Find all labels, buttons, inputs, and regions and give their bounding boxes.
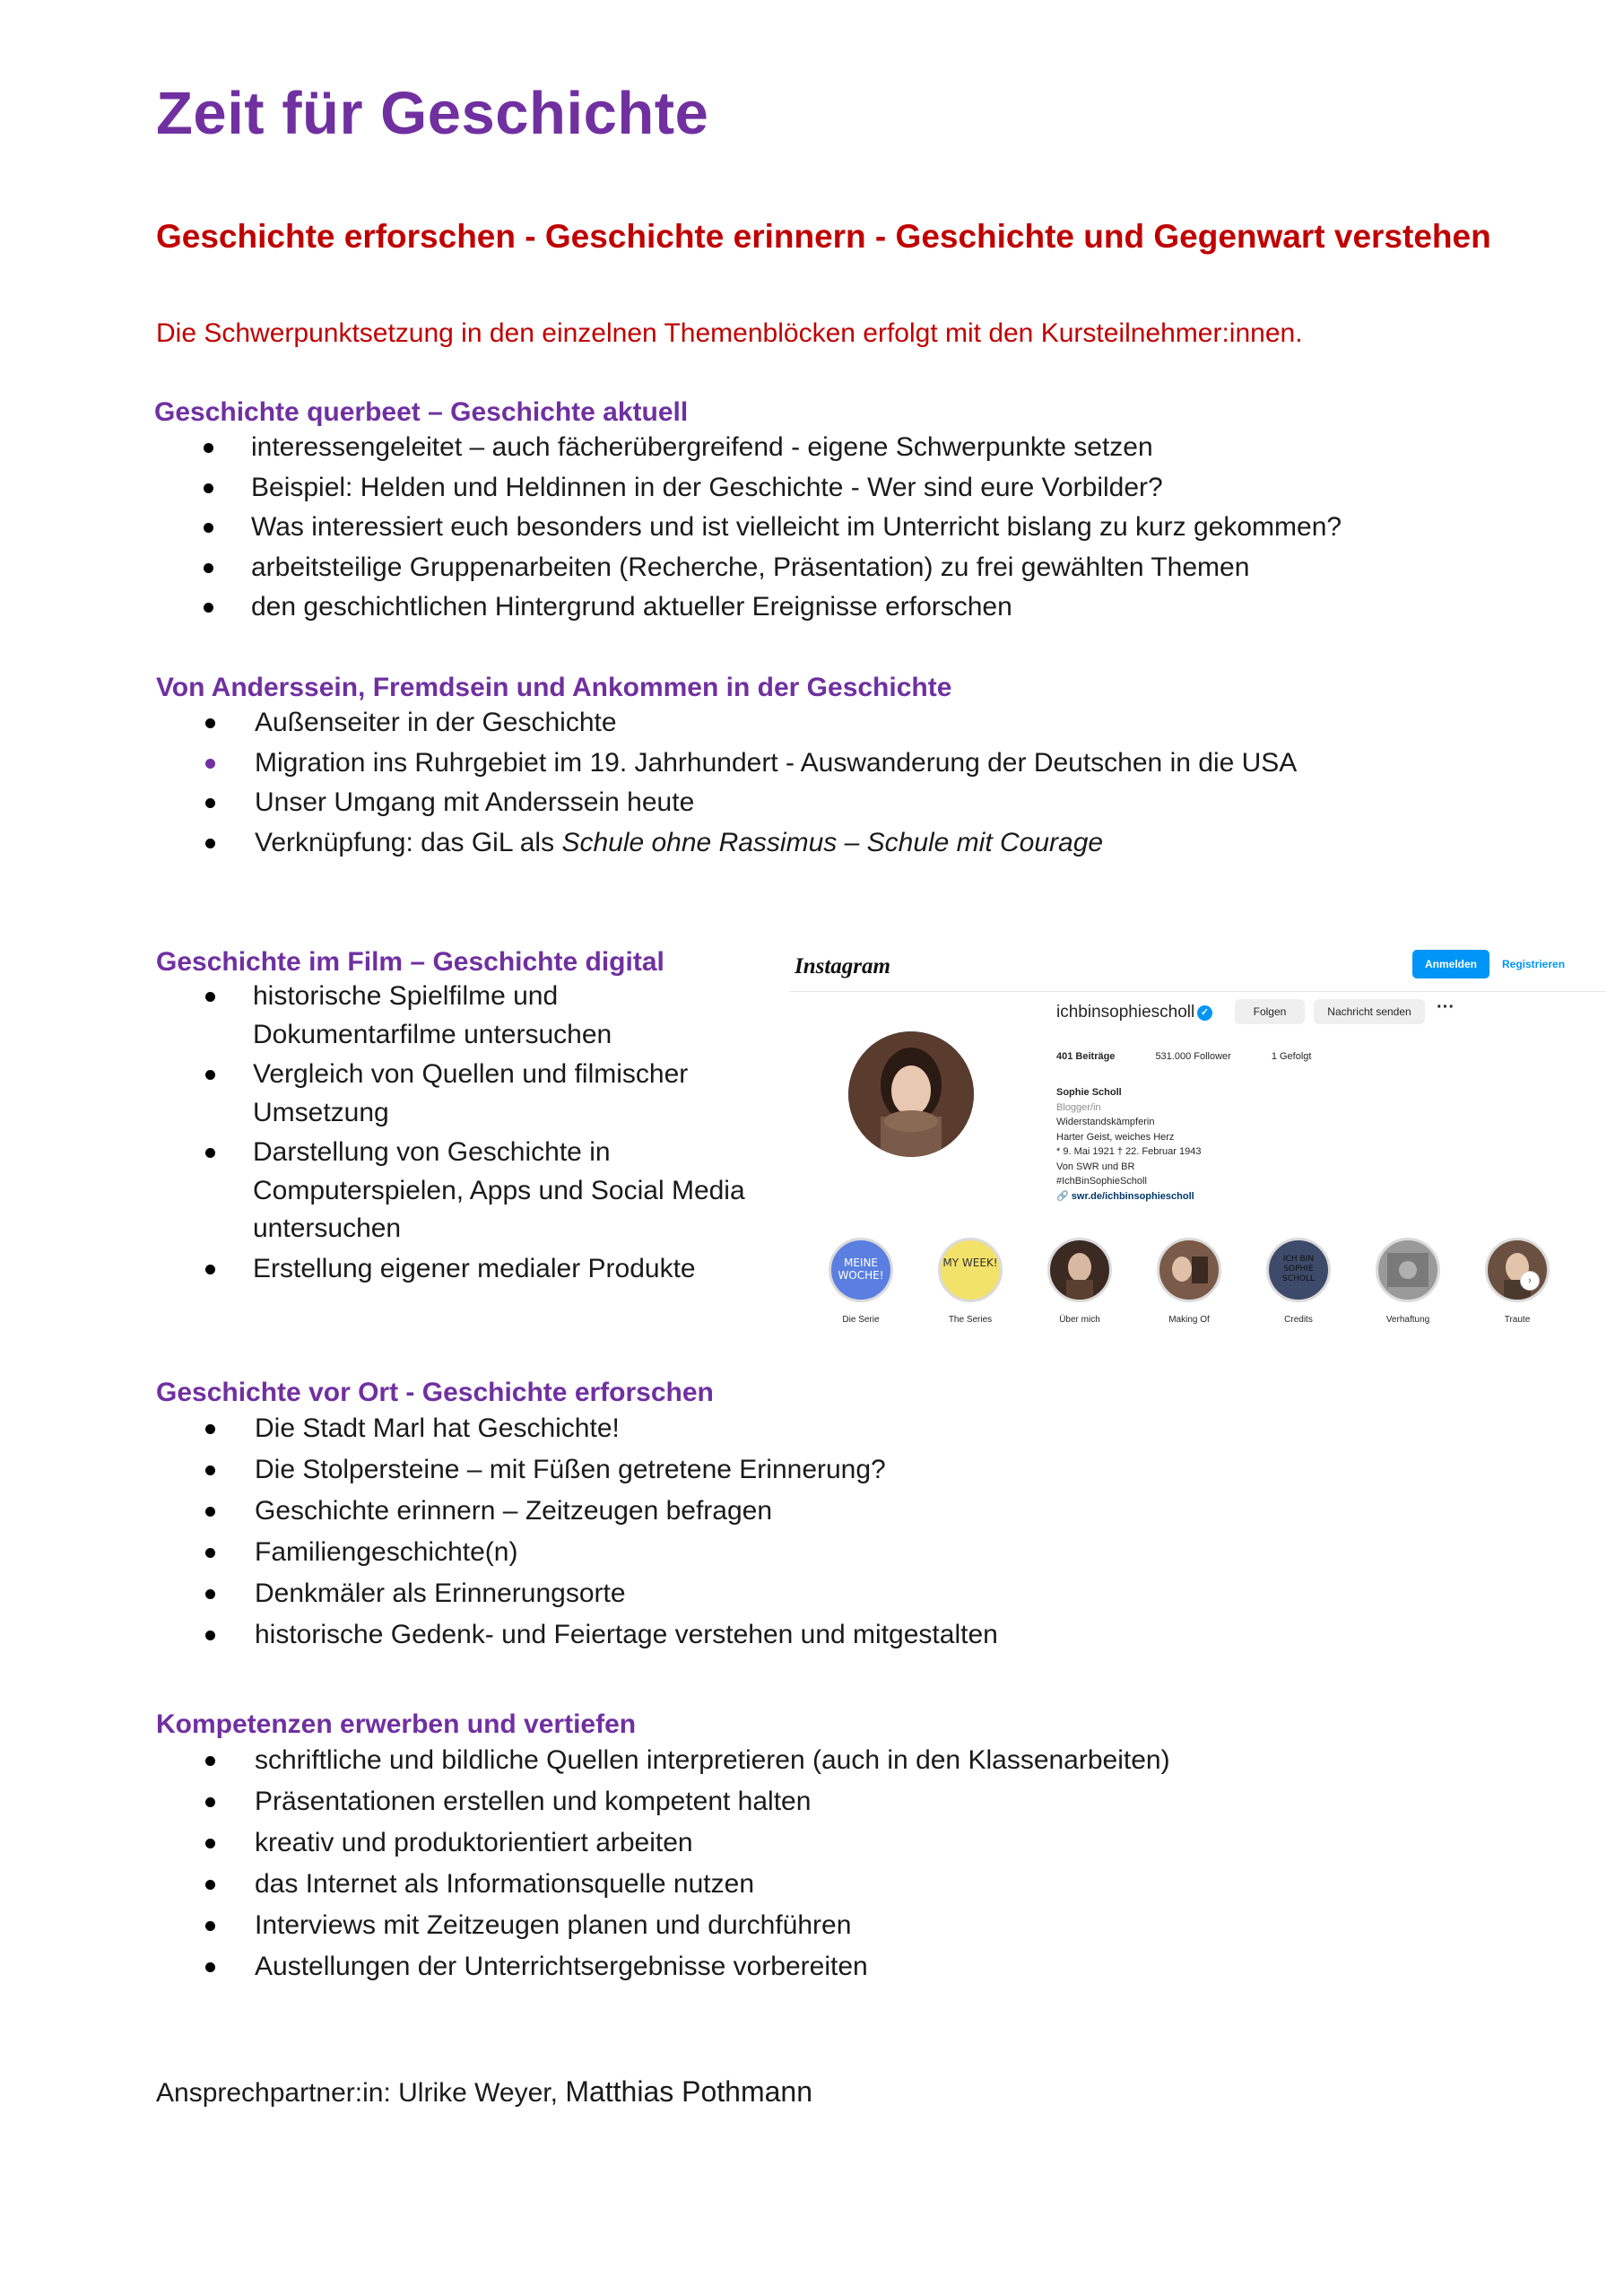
section-querbeet xyxy=(154,397,1342,628)
bio-line: Von SWR und BR xyxy=(1056,1161,1135,1172)
section-heading: Geschichte im Film – Geschichte digital xyxy=(156,947,664,977)
login-button[interactable]: Anmelden xyxy=(1412,950,1489,978)
list-item: den geschichtlichen Hintergrund aktueller Ereignisse erforschen xyxy=(154,587,1342,628)
highlight-circle xyxy=(829,1238,893,1302)
highlight-circle xyxy=(1485,1238,1550,1302)
list-item xyxy=(156,823,1297,864)
more-options-icon[interactable]: ··· xyxy=(1437,997,1455,1017)
list-item: interessengeleitet – auch fächerübergreifend - eigene Schwerpunkte setzen xyxy=(154,428,1342,468)
page-subtitle: Geschichte erforschen - Geschichte erinnern - Geschichte und Gegenwart verstehen xyxy=(156,218,1491,255)
contact-label: Ansprechpartner:in: Ulrike Weyer, xyxy=(156,2078,566,2108)
list-item: Erstellung eigener medialer Produkte xyxy=(156,1250,755,1289)
highlight-ueber-mich[interactable] xyxy=(1044,1238,1116,1325)
section-vor-ort xyxy=(156,1378,998,1656)
highlight-circle xyxy=(1266,1238,1331,1302)
highlight-label: Credits xyxy=(1284,1315,1313,1325)
highlight-label: The Series xyxy=(948,1315,993,1325)
highlight-photo xyxy=(1378,1240,1437,1300)
bio-line: Harter Geist, weiches Herz xyxy=(1056,1131,1175,1143)
follow-button[interactable]: Folgen xyxy=(1235,999,1305,1024)
highlight-circle xyxy=(1376,1238,1440,1302)
highlight-circle xyxy=(1157,1238,1221,1302)
highlight-photo xyxy=(1050,1240,1109,1300)
list-item: Darstellung von Geschichte in Computerspielen, Apps und Social Media untersuchen xyxy=(156,1134,755,1248)
following-count: 1 Gefolgt xyxy=(1271,1051,1312,1062)
link-icon: 🔗 xyxy=(1056,1190,1072,1202)
list-item: Außenseiter in der Geschichte xyxy=(156,703,1297,744)
list-item: Denkmäler als Erinnerungsorte xyxy=(156,1573,998,1614)
list-item: Austellungen der Unterrichtsergebnisse vorbereiten xyxy=(156,1946,1170,1987)
posts-count: 401 Beiträge xyxy=(1056,1051,1116,1062)
highlight-label: Über mich xyxy=(1059,1315,1100,1325)
bio-category: Blogger/in xyxy=(1056,1101,1101,1113)
list-item: das Internet als Informationsquelle nutzen xyxy=(156,1864,1170,1905)
bio-link-text: swr.de/ichbinsophiescholl xyxy=(1071,1190,1194,1202)
bio-line: * 9. Mai 1921 † 22. Februar 1943 xyxy=(1056,1146,1202,1157)
highlight-photo xyxy=(1488,1240,1547,1300)
section-film xyxy=(156,947,755,1290)
list-item: Vergleich von Quellen und filmischer Umsetzung xyxy=(156,1056,755,1132)
bio-link[interactable] xyxy=(1056,1189,1201,1205)
intro-text: Die Schwerpunktsetzung in den einzelnen Themenblöcken erfolgt mit den Kursteilnehmer:innen. xyxy=(156,318,1303,348)
highlight-text: ICH BIN SOPHIE SCHOLL xyxy=(1282,1255,1315,1283)
section-heading: Von Anderssein, Fremdsein und Ankommen in der Geschichte xyxy=(156,673,952,702)
highlight-circle xyxy=(938,1238,1003,1302)
bio-line: Widerstandskämpferin xyxy=(1056,1117,1155,1127)
register-link[interactable]: Registrieren xyxy=(1502,958,1566,970)
section-heading: Geschichte vor Ort - Geschichte erforschen xyxy=(156,1378,714,1407)
portrait-image xyxy=(848,1031,974,1157)
list-item: historische Spielfilme und Dokumentarfilme untersuchen xyxy=(156,978,755,1054)
highlight-label: Traute xyxy=(1504,1315,1531,1325)
avatar xyxy=(848,1031,974,1157)
bullet-list xyxy=(156,1408,998,1656)
list-item: Geschichte erinnern – Zeitzeugen befragen xyxy=(156,1491,998,1532)
highlight-text: MY WEEK! xyxy=(942,1257,998,1269)
verified-icon: ✓ xyxy=(1197,1005,1212,1021)
section-heading: Geschichte querbeet – Geschichte aktuell xyxy=(154,397,689,427)
highlight-the-series[interactable] xyxy=(934,1238,1006,1325)
list-item: Interviews mit Zeitzeugen planen und durchführen xyxy=(156,1905,1170,1946)
bio-line: #IchBinSophieScholl xyxy=(1056,1176,1147,1187)
message-button[interactable]: Nachricht senden xyxy=(1314,999,1425,1024)
list-item: Familiengeschichte(n) xyxy=(156,1532,998,1573)
list-item: schriftliche und bildliche Quellen interpretieren (auch in den Klassenarbeiten) xyxy=(156,1740,1170,1781)
highlight-traute[interactable] xyxy=(1481,1238,1553,1325)
bullet-list xyxy=(156,978,755,1288)
profile-bio xyxy=(1056,1085,1201,1204)
followers-count: 531.000 Follower xyxy=(1155,1051,1231,1062)
section-kompetenzen xyxy=(156,1709,1170,1987)
bio-name: Sophie Scholl xyxy=(1056,1087,1122,1098)
list-item-prefix: Verknüpfung: das GiL als xyxy=(255,827,562,857)
bullet-list xyxy=(156,703,1297,863)
highlight-label: Die Serie xyxy=(842,1315,880,1325)
chevron-right-icon[interactable]: › xyxy=(1520,1271,1540,1291)
list-item: Präsentationen erstellen und kompetent halten xyxy=(156,1781,1170,1822)
instagram-topbar xyxy=(789,942,1605,992)
highlight-label: Verhaftung xyxy=(1385,1315,1430,1325)
instagram-screenshot xyxy=(789,942,1605,1345)
list-item: kreativ und produktorientiert arbeiten xyxy=(156,1822,1170,1864)
section-anderssein xyxy=(156,673,1297,863)
list-item: Was interessiert euch besonders und ist vielleicht im Unterricht bislang zu kurz gekommen? xyxy=(154,508,1342,548)
highlight-circle xyxy=(1047,1238,1112,1302)
list-item: historische Gedenk- und Feiertage verstehen und mitgestalten xyxy=(156,1614,998,1656)
section-heading: Kompetenzen erwerben und vertiefen xyxy=(156,1709,637,1739)
highlight-die-serie[interactable] xyxy=(825,1238,897,1325)
instagram-logo: Instagram xyxy=(795,954,890,978)
list-item-italic: Schule ohne Rassimus – Schule mit Courage xyxy=(561,827,1104,857)
list-item: arbeitsteilige Gruppenarbeiten (Recherche, Präsentation) zu frei gewählten Themen xyxy=(154,548,1342,588)
list-item: Beispiel: Helden und Heldinnen in der Geschichte - Wer sind eure Vorbilder? xyxy=(154,468,1342,509)
profile-stats xyxy=(1056,1051,1351,1062)
bullet-list xyxy=(154,428,1342,628)
highlight-credits[interactable] xyxy=(1263,1238,1334,1325)
contact-name: Matthias Pothmann xyxy=(565,2075,813,2108)
highlight-photo xyxy=(1159,1240,1219,1300)
contact-line xyxy=(156,2075,812,2109)
list-item: Die Stolpersteine – mit Füßen getretene Erinnerung? xyxy=(156,1449,998,1491)
highlight-making-of[interactable] xyxy=(1153,1238,1225,1325)
list-item: Die Stadt Marl hat Geschichte! xyxy=(156,1408,998,1449)
highlight-verhaftung[interactable] xyxy=(1372,1238,1444,1325)
list-item: Unser Umgang mit Anderssein heute xyxy=(156,783,1297,823)
list-item: Migration ins Ruhrgebiet im 19. Jahrhundert - Auswanderung der Deutschen in die USA xyxy=(156,744,1297,784)
page-title: Zeit für Geschichte xyxy=(156,80,709,147)
instagram-username: ichbinsophiescholl xyxy=(1056,1003,1195,1022)
bullet-list xyxy=(156,1740,1170,1987)
highlight-label: Making Of xyxy=(1168,1315,1210,1325)
highlight-text: MEINE WOCHE! xyxy=(838,1257,884,1282)
